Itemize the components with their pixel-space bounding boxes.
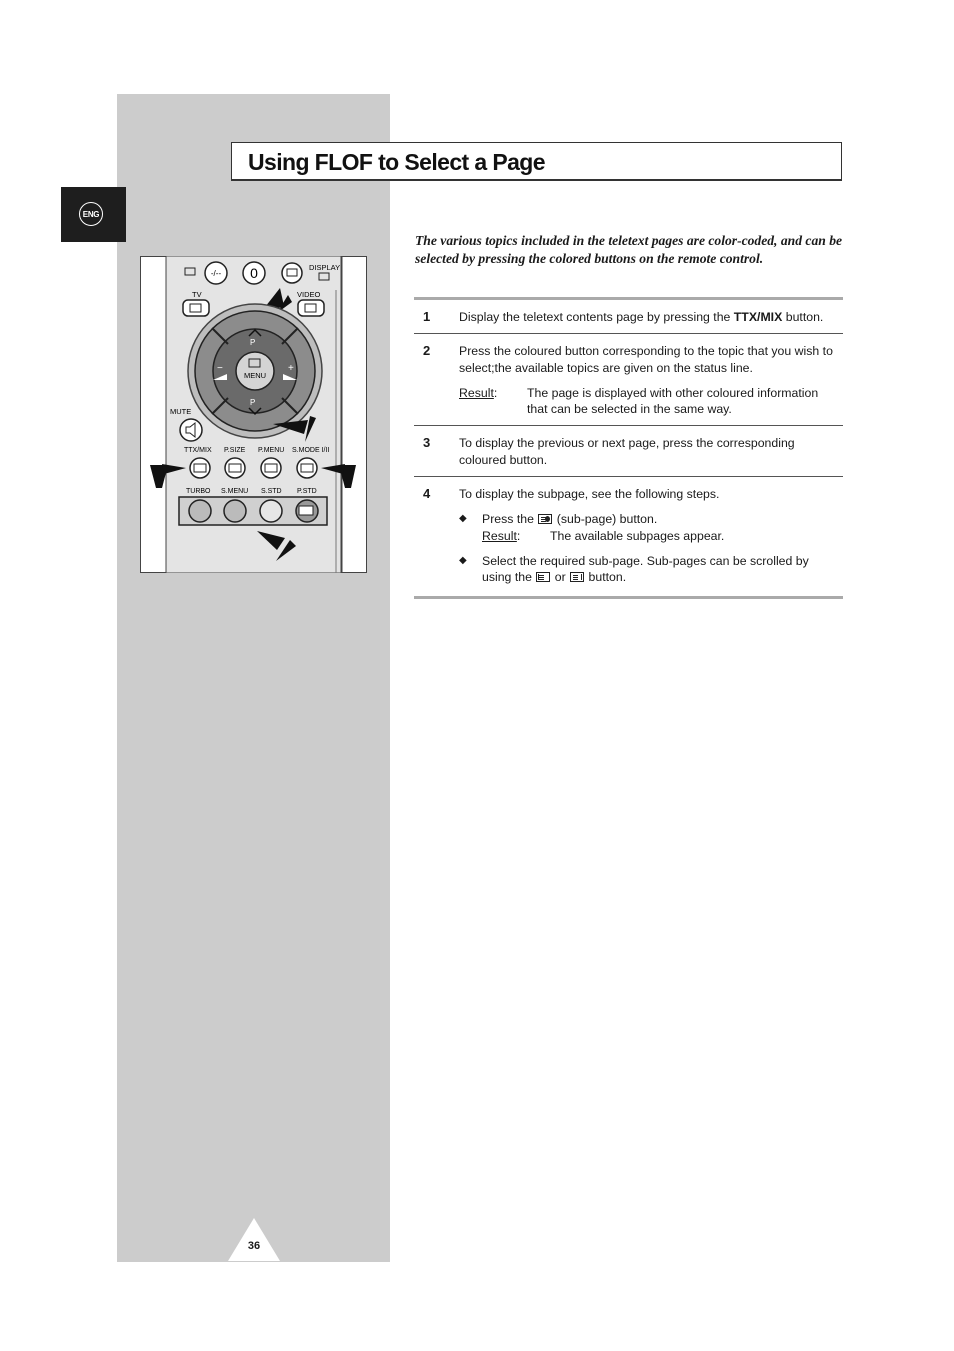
remote-key-dash: -/-- xyxy=(210,269,222,278)
step-1 xyxy=(414,300,843,334)
step-3 xyxy=(414,426,843,477)
remote-plus-label: + xyxy=(288,363,294,374)
result-text: The page is displayed with other coloured information that can be selected in the same way. xyxy=(527,385,819,417)
step-text: Press the coloured button corresponding to the topic that you wish to select;the available topics are given on the status line. xyxy=(459,344,833,375)
remote-p-menu-label: P.MENU xyxy=(258,447,285,454)
remote-p-up-label: P xyxy=(250,338,256,347)
remote-p-down-label: P xyxy=(250,398,256,407)
bullet-item: ◆ Select the required sub-page. Sub-pages can be scrolled by using the or button. xyxy=(459,553,809,585)
result-row xyxy=(482,528,835,544)
step-number: 4 xyxy=(423,486,431,502)
remote-display-label: DISPLAY xyxy=(309,263,341,272)
page-title: Using FLOF to Select a Page xyxy=(248,149,545,175)
step-number: 2 xyxy=(423,343,431,359)
remote-minus-label: − xyxy=(217,363,223,374)
remote-s-std-label: S.STD xyxy=(261,488,282,495)
remote-p-size-label: P.SIZE xyxy=(224,447,246,454)
remote-p-std-label: P.STD xyxy=(297,488,317,495)
title-box xyxy=(231,142,842,181)
result-label: Result: xyxy=(459,385,498,400)
page-number-badge xyxy=(228,1218,280,1261)
step-text: To display the subpage, see the following steps. xyxy=(459,487,720,502)
diamond-bullet-icon: ◆ xyxy=(459,513,467,525)
page-down-icon xyxy=(570,572,584,582)
remote-tv-label: TV xyxy=(192,290,202,299)
remote-control-illustration xyxy=(140,256,367,573)
step-4 xyxy=(414,477,843,595)
remote-menu-label: MENU xyxy=(243,371,267,380)
result-text: The available subpages appear. xyxy=(550,528,725,543)
remote-ttx-mix-label: TTX/MIX xyxy=(184,447,212,454)
remote-s-menu-label: S.MENU xyxy=(221,488,249,495)
steps-table xyxy=(414,297,843,599)
remote-s-mode-label: S.MODE I/II xyxy=(292,447,330,454)
remote-video-label: VIDEO xyxy=(297,290,321,299)
remote-turbo-label: TURBO xyxy=(186,488,211,495)
result-label: Result: xyxy=(482,528,521,543)
intro-text: The various topics included in the teletext pages are color-coded, and can be selected by pressing the colored buttons on the remote control. xyxy=(415,233,843,266)
page-up-icon xyxy=(536,572,550,582)
step-2 xyxy=(414,334,843,426)
page-number: 36 xyxy=(247,1240,261,1252)
step-number: 1 xyxy=(423,309,431,324)
step-text: Display the teletext contents page by pressing the xyxy=(459,310,734,324)
step-text: To display the previous or next page, press the corresponding coloured button. xyxy=(459,436,795,467)
bullet-item: ◆ Press the (sub-page) button. Result: The available subpages appear. xyxy=(459,511,835,544)
ttx-mix-key-name: TTX/MIX xyxy=(733,310,783,324)
language-tab xyxy=(61,187,126,242)
step-text-end: button. xyxy=(782,310,824,324)
diamond-bullet-icon: ◆ xyxy=(459,554,467,566)
sub-page-icon xyxy=(538,514,552,524)
result-row xyxy=(459,385,835,418)
step-number: 3 xyxy=(423,435,431,451)
remote-key-zero: 0 xyxy=(250,265,258,281)
language-badge: ENG xyxy=(79,202,103,226)
remote-mute-label: MUTE xyxy=(170,407,192,416)
